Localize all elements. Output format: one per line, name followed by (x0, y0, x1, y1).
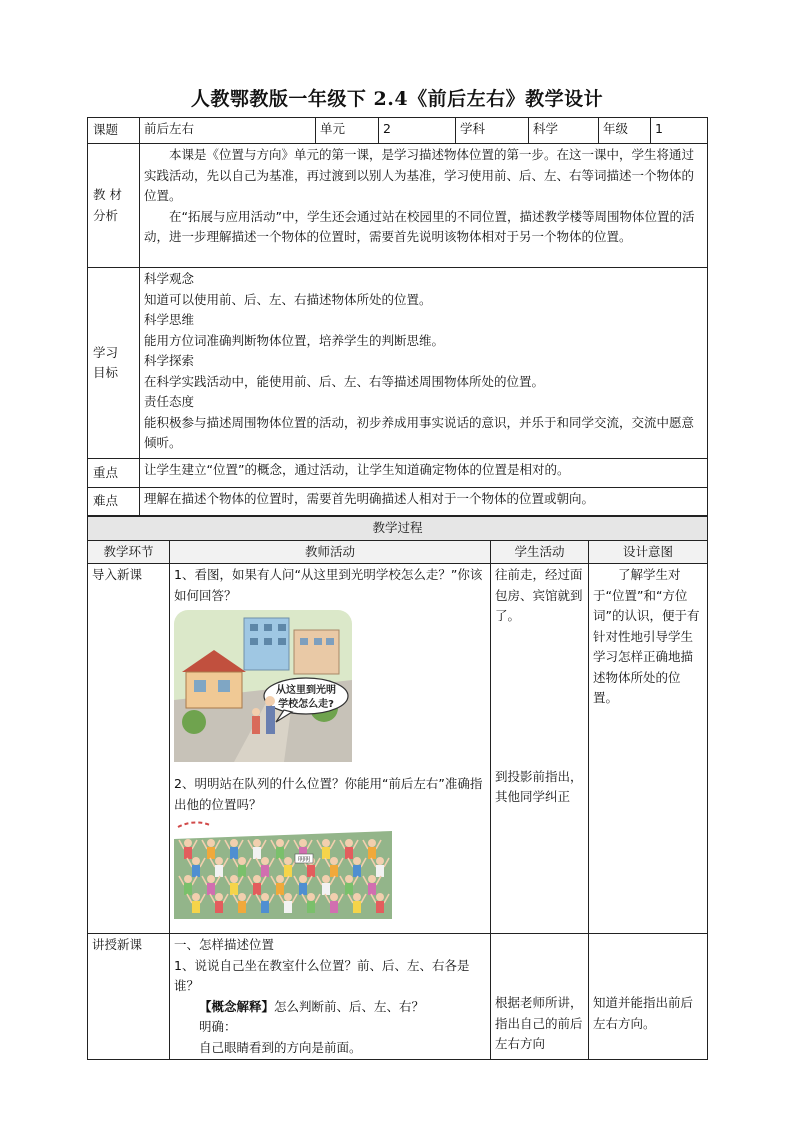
difficulty-label: 难点 (88, 488, 140, 516)
bubble-line-2: 学校怎么走? (278, 699, 334, 710)
intro-student-activity (491, 564, 589, 934)
unit-value: 2 (379, 118, 456, 144)
goals-content (140, 268, 708, 459)
intro-design-intent (589, 564, 708, 934)
front-definition: 自己眼睛看到的方向是前面。 (199, 1039, 362, 1055)
lecture-stage: 讲授新课 (88, 934, 170, 1060)
intro-question-1: 1、看图，如果有人问“从这里到光明学校怎么走？”你该如何回答？ (174, 567, 483, 603)
teaching-process-table (87, 516, 708, 1060)
analysis-paragraph-2: 在“拓展与应用活动”中，学生还会通过站在校园里的不同位置，描述教学楼等周围物体位置的活动，进一步理解描述一个物体的位置时，需要首先说明该物体相对于另一个物体的位置。 (144, 208, 695, 244)
goal-heading-concept: 科学观念 (144, 271, 195, 286)
street-scene-illustration (174, 610, 352, 762)
goal-text-attitude: 能积极参与描述周围物体位置的活动，初步养成用事实说话的意识，并乐于和同学交流，交流中愿意倾听。 (144, 414, 695, 450)
unit-label: 单元 (316, 118, 379, 144)
concept-question: 怎么判断前、后、左、右？ (274, 998, 425, 1014)
grade-value: 1 (651, 118, 708, 144)
goals-label: 学习 目标 (88, 268, 140, 459)
lesson-info-table (87, 117, 708, 516)
concept-tag: 【概念解释】 (199, 998, 275, 1014)
analysis-label: 教 材 分析 (88, 144, 140, 268)
subject-label: 学科 (456, 118, 529, 144)
goal-heading-thinking: 科学思维 (144, 312, 195, 327)
analysis-paragraph-1: 本课是《位置与方向》单元的第一课，是学习描述物体位置的第一步。在这一课中，学生将通过实践活动，先以自己为基准，再过渡到以别人为基准，学习使用前、后、左、右等词描述一个物体的位置。 (144, 147, 695, 203)
topic-label: 课题 (88, 118, 140, 144)
intro-student-answer-2: 到投影前指出，其他同学纠正 (495, 768, 583, 804)
header-intent: 设计意图 (589, 540, 708, 564)
goal-text-thinking: 能用方位词准确判断物体位置，培养学生的判断思维。 (144, 332, 445, 348)
key-point-text: 让学生建立“位置”的概念，通过活动，让学生知道确定物体的位置是相对的。 (140, 459, 708, 488)
lecture-heading: 一、怎样描述位置 (174, 937, 275, 952)
goal-heading-attitude: 责任态度 (144, 394, 195, 409)
concept-explanation (174, 997, 486, 1018)
bubble-line-1: 从这里到光明 (276, 685, 336, 696)
analysis-content (140, 144, 708, 268)
process-title: 教学过程 (88, 517, 708, 541)
grade-label: 年级 (599, 118, 651, 144)
goal-text-inquiry: 在科学实践活动中，能使用前、后、左、右等描述周围物体所处的位置。 (144, 373, 545, 389)
intro-intent-text: 了解学生对于“位置”和“方位词”的认识，便于有针对性地引导学生学习怎样正确地描述物体所处的位置。 (593, 567, 700, 705)
intro-teacher-activity (170, 564, 491, 934)
lecture-intent-text: 知道并能指出前后左右方向。 (593, 995, 694, 1031)
subject-value: 科学 (529, 118, 599, 144)
lecture-student-activity (491, 934, 589, 1060)
lecture-question: 1、说说自己坐在教室什么位置？前、后、左、右各是谁？ (174, 957, 470, 993)
lecture-teacher-activity (170, 934, 491, 1060)
lecture-student-text: 根据老师所讲，指出自己的前后左右方向 (495, 995, 583, 1051)
key-point-label: 重点 (88, 459, 140, 488)
header-student: 学生活动 (491, 540, 589, 564)
difficulty-text: 理解在描述个物体的位置时，需要首先明确描述人相对于一个物体的位置或朝向。 (140, 488, 708, 516)
goal-heading-inquiry: 科学探索 (144, 353, 195, 368)
intro-question-2: 2、明明站在队列的什么位置？你能用“前后左右”准确指出他的位置吗？ (174, 776, 483, 812)
header-teacher: 教师活动 (170, 540, 491, 564)
goal-text-concept: 知道可以使用前、后、左、右描述物体所处的位置。 (144, 291, 432, 307)
student-formation-illustration (174, 819, 392, 919)
name-sign-label: 明明 (297, 856, 311, 864)
lecture-design-intent (589, 934, 708, 1060)
header-stage: 教学环节 (88, 540, 170, 564)
intro-student-answer-1: 往前走，经过面包房、宾馆就到了。 (495, 567, 583, 623)
clarify-label: 明确： (199, 1019, 237, 1034)
document-title: 人教鄂教版一年级下 2.4《前后左右》教学设计 (190, 88, 604, 110)
topic-value: 前后左右 (140, 118, 316, 144)
intro-stage: 导入新课 (88, 564, 170, 934)
